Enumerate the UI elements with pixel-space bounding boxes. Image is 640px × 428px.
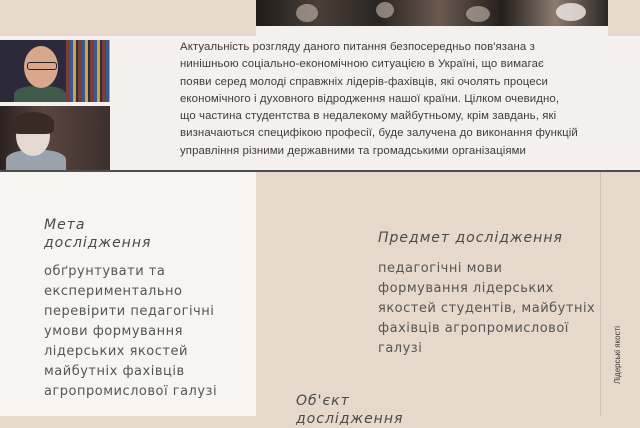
video-tile-participant-2[interactable] (0, 106, 110, 170)
participant-hair (12, 112, 54, 134)
video-tile-participant-1[interactable] (0, 40, 110, 102)
paragraph-line: нинішньою соціально-економічною ситуацією в Україні, що вимагає (180, 58, 544, 71)
heading-line: Предмет дослідження (378, 230, 563, 246)
paragraph-line: появи серед молоді справжніх лідерів-фахівців, які очолять процеси (180, 75, 548, 88)
mета-body (44, 262, 217, 402)
mета-heading (44, 216, 151, 252)
object-heading (296, 392, 403, 428)
body-line: галузі (378, 341, 423, 356)
predmet-heading (378, 229, 563, 247)
paragraph-line: управління різними державними та громадськими організаціями (180, 144, 527, 157)
side-label: Лідерські якості (613, 325, 622, 384)
slide-photo (256, 0, 608, 26)
paragraph-line: Актуальність розгляду даного питання безпосередньо пов'язана з (180, 41, 535, 53)
body-line: агропромислової галузі (44, 384, 218, 399)
body-line: педагогічні мови (378, 261, 503, 276)
heading-line: дослідження (296, 411, 404, 427)
heading-line: Мета (44, 217, 86, 233)
body-line: умови формування (44, 324, 183, 339)
bookshelf-background (66, 40, 110, 102)
slide-background-left (0, 0, 256, 36)
body-line: обґрунтувати та (44, 264, 166, 279)
paragraph-line: визначаються специфікою професії, буде залучена до виконання функцій (180, 127, 578, 140)
body-line: експериментально (44, 284, 183, 299)
body-line: перевірити педагогічні (44, 304, 215, 319)
glasses-icon (27, 62, 57, 70)
predmet-body (378, 259, 595, 359)
body-line: лідерських якостей (44, 344, 188, 359)
side-panel (600, 172, 640, 416)
paragraph-line: що частина студентства в недалекому майбутньому, крім завдань, які (180, 110, 557, 123)
body-line: якостей студентів, майбутніх (378, 301, 596, 316)
heading-line: дослідження (44, 235, 152, 251)
relevance-paragraph (180, 39, 605, 160)
body-line: майбутніх фахівців (44, 364, 185, 379)
slide-background-right (608, 0, 640, 36)
body-line: фахівців агропромислової (378, 321, 569, 336)
heading-line: Об'єкт (296, 393, 350, 409)
participant-body (14, 86, 66, 102)
paragraph-line: економічного і духовного відродження нашої країни. Цілком очевидно, (180, 92, 560, 105)
body-line: формування лідерських (378, 281, 554, 296)
